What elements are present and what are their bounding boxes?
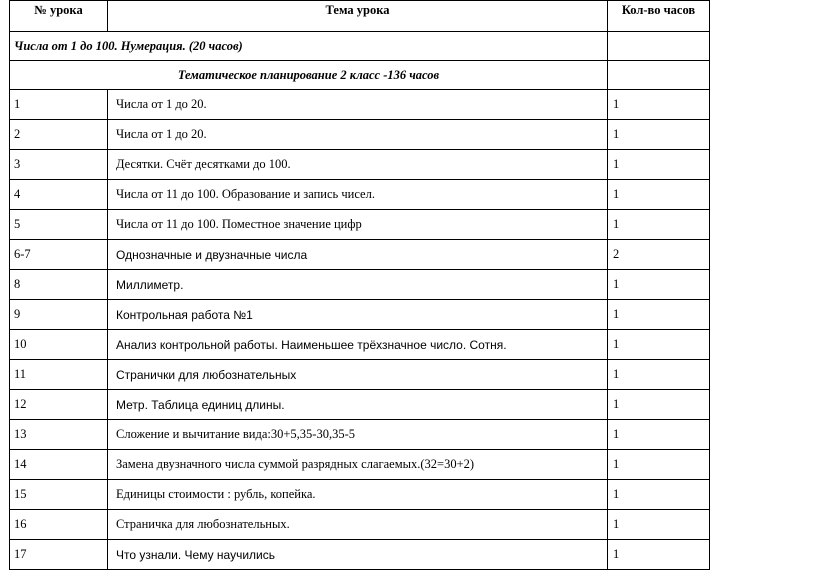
table-row [10, 360, 710, 390]
table-row [10, 510, 710, 540]
lesson-hours-cell: 1 [608, 120, 710, 150]
table-row [10, 420, 710, 450]
lesson-topic-cell: Замена двузначного числа суммой разрядных слагаемых.(32=30+2) [108, 450, 608, 480]
table-row [10, 480, 710, 510]
table-row [10, 300, 710, 330]
lesson-hours-cell: 1 [608, 210, 710, 240]
lesson-hours-cell: 1 [608, 330, 710, 360]
table-row [10, 120, 710, 150]
lesson-topic-cell: Анализ контрольной работы. Наименьшее трёхзначное число. Сотня. [108, 330, 608, 360]
lesson-number-cell: 2 [10, 120, 108, 150]
lesson-topic-cell: Страничка для любознательных. [108, 510, 608, 540]
lesson-number-cell: 13 [10, 420, 108, 450]
lesson-topic-cell: Десятки. Счёт десятками до 100. [108, 150, 608, 180]
lesson-number-cell: 16 [10, 510, 108, 540]
lesson-number-cell: 8 [10, 270, 108, 300]
lesson-topic-cell: Странички для любознательных [108, 360, 608, 390]
table-row [10, 390, 710, 420]
lesson-topic-cell: Однозначные и двузначные числа [108, 240, 608, 270]
table-row [10, 150, 710, 180]
lesson-number-cell: 4 [10, 180, 108, 210]
lesson-topic-cell: Метр. Таблица единиц длины. [108, 390, 608, 420]
table-row [10, 540, 710, 570]
table-row [10, 90, 710, 120]
lesson-topic-cell: Миллиметр. [108, 270, 608, 300]
header-hours: Кол-во часов [608, 1, 710, 32]
lesson-number-cell: 12 [10, 390, 108, 420]
lesson-number-cell: 9 [10, 300, 108, 330]
table-row [10, 330, 710, 360]
lesson-hours-cell: 1 [608, 90, 710, 120]
table-row [10, 270, 710, 300]
lesson-number-cell: 15 [10, 480, 108, 510]
table-header-row [10, 1, 710, 32]
section-title: Числа от 1 до 100. Нумерация. (20 часов) [10, 32, 608, 61]
table-row [10, 240, 710, 270]
lesson-hours-cell: 1 [608, 360, 710, 390]
lesson-number-cell: 1 [10, 90, 108, 120]
lesson-topic-cell: Сложение и вычитание вида:30+5,35-30,35-5 [108, 420, 608, 450]
lesson-plan-table [9, 0, 710, 570]
section-row [10, 32, 710, 61]
subsection-title: Тематическое планирование 2 класс -136 часов [10, 61, 608, 90]
lesson-hours-cell: 1 [608, 420, 710, 450]
table-row [10, 180, 710, 210]
subsection-hours-cell [608, 61, 710, 90]
lesson-hours-cell: 1 [608, 450, 710, 480]
table-row [10, 450, 710, 480]
lesson-number-cell: 14 [10, 450, 108, 480]
lesson-number-cell: 11 [10, 360, 108, 390]
lesson-hours-cell: 2 [608, 240, 710, 270]
lesson-number-cell: 6-7 [10, 240, 108, 270]
lesson-hours-cell: 1 [608, 150, 710, 180]
lesson-hours-cell: 1 [608, 300, 710, 330]
lesson-topic-cell: Числа от 11 до 100. Образование и запись чисел. [108, 180, 608, 210]
lesson-topic-cell: Числа от 1 до 20. [108, 90, 608, 120]
lesson-hours-cell: 1 [608, 180, 710, 210]
lesson-topic-cell: Числа от 11 до 100. Поместное значение цифр [108, 210, 608, 240]
lesson-topic-cell: Что узнали. Чему научились [108, 540, 608, 570]
table-row [10, 210, 710, 240]
lesson-hours-cell: 1 [608, 510, 710, 540]
lesson-topic-cell: Числа от 1 до 20. [108, 120, 608, 150]
lesson-topic-cell: Контрольная работа №1 [108, 300, 608, 330]
lesson-number-cell: 17 [10, 540, 108, 570]
lesson-hours-cell: 1 [608, 270, 710, 300]
lesson-hours-cell: 1 [608, 480, 710, 510]
subsection-row [10, 61, 710, 90]
lesson-number-cell: 5 [10, 210, 108, 240]
lesson-number-cell: 3 [10, 150, 108, 180]
section-hours-cell [608, 32, 710, 61]
header-lesson-topic: Тема урока [108, 1, 608, 32]
lesson-hours-cell: 1 [608, 540, 710, 570]
lesson-hours-cell: 1 [608, 390, 710, 420]
lesson-topic-cell: Единицы стоимости : рубль, копейка. [108, 480, 608, 510]
header-lesson-number: № урока [10, 1, 108, 32]
lesson-number-cell: 10 [10, 330, 108, 360]
